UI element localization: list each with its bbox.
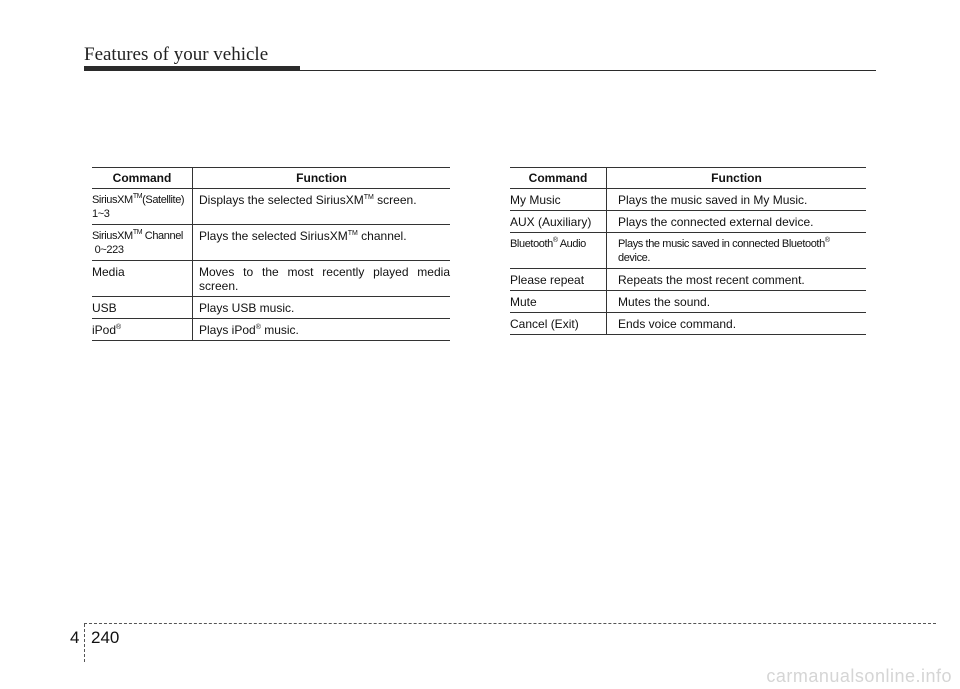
command-cell: AUX (Auxiliary) [510,211,607,233]
function-cell: Repeats the most recent comment. [607,269,867,291]
table-row [510,233,866,269]
table-row [510,269,866,291]
watermark: carmanualsonline.info [766,666,952,686]
command-cell: Bluetooth® Audio [510,233,607,269]
function-cell: Plays the music saved in connected Bluetooth® device. [607,233,867,269]
chapter-number: 4 [70,628,80,647]
column-header-function: Function [607,168,867,189]
function-cell: Plays iPod® music. [193,319,451,341]
footer-divider [84,624,85,662]
table-header-row [92,168,450,189]
table-row [92,225,450,261]
function-cell: Plays USB music. [193,297,451,319]
table-row [510,313,866,335]
command-cell: My Music [510,189,607,211]
table-row [510,189,866,211]
header-rule [300,70,876,71]
function-cell: Moves to the most recently played media screen. [193,261,451,297]
function-cell: Plays the selected SiriusXM™ channel. [193,225,451,261]
header-bar [84,66,300,71]
command-cell: Mute [510,291,607,313]
function-cell: Ends voice command. [607,313,867,335]
page-header-title: Features of your vehicle [84,44,269,65]
table-row [92,189,450,225]
table-row [92,319,450,341]
page-number: 240 [91,628,120,647]
table-header-row [510,168,866,189]
function-cell: Plays the music saved in My Music. [607,189,867,211]
table-row [510,291,866,313]
command-cell: Please repeat [510,269,607,291]
footer-rule [84,623,936,624]
function-cell: Plays the connected external device. [607,211,867,233]
table-row [92,297,450,319]
command-cell: USB [92,297,193,319]
command-cell: SiriusXM™(Satellite) 1~3 [92,189,193,225]
command-cell: Cancel (Exit) [510,313,607,335]
command-table-right [510,167,866,335]
column-header-command: Command [92,168,193,189]
table-row [510,211,866,233]
function-cell: Displays the selected SiriusXM™ screen. [193,189,451,225]
column-header-function: Function [193,168,451,189]
command-cell: iPod® [92,319,193,341]
command-table-left [92,167,450,341]
table-row [92,261,450,297]
command-cell: SiriusXM™ Channel 0~223 [92,225,193,261]
function-cell: Mutes the sound. [607,291,867,313]
command-cell: Media [92,261,193,297]
column-header-command: Command [510,168,607,189]
